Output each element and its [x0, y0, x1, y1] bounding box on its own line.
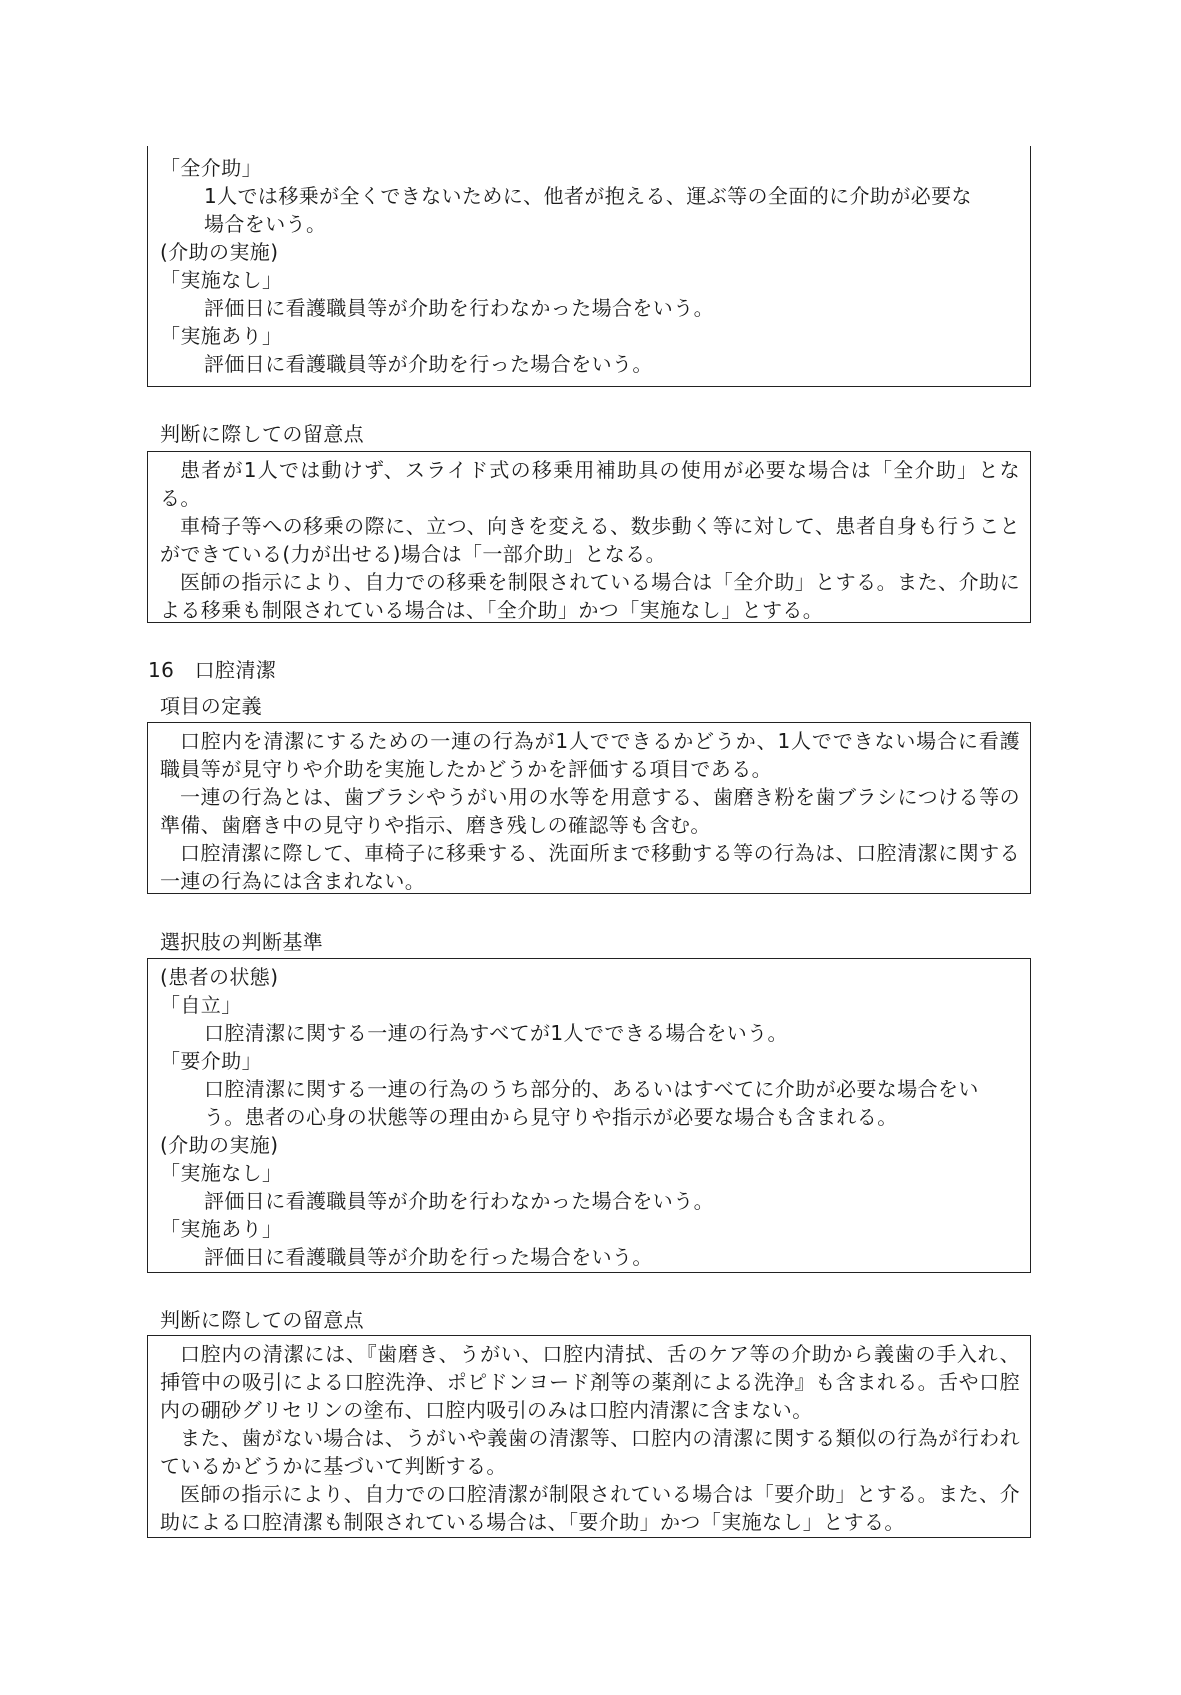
notes-paragraph: 口腔内の清潔には、『歯磨き、うがい、口腔内清拭、舌のケア等の介助から義歯の手入れ、挿管中の吸引による口腔洗浄、ポピドンヨード剤等の薬剤による洗浄』も含まれる。舌や口腔内の硼砂グリセリンの塗布、口腔内吸引のみは口腔内清潔に含まない。	[160, 1342, 1020, 1422]
criteria-line: 「全介助」	[160, 156, 262, 180]
notes-paragraph: 医師の指示により、自力での口腔清潔が制限されている場合は「要介助」とする。また、介助による口腔清潔も制限されている場合は、「要介助」かつ「実施なし」とする。	[160, 1482, 1020, 1534]
criteria-line: 口腔清潔に関する一連の行為のうち部分的、あるいはすべてに介助が必要な場合をい	[204, 1077, 979, 1101]
criteria-line: う。患者の心身の状態等の理由から見守りや指示が必要な場合も含まれる。	[204, 1105, 898, 1129]
notes-paragraph: 患者が1人では動けず、スライド式の移乗用補助具の使用が必要な場合は「全介助」となる。	[160, 458, 1020, 510]
criteria-line: 「実施なし」	[160, 268, 283, 292]
criteria-line: (介助の実施)	[160, 1133, 279, 1157]
criteria-box	[147, 958, 1031, 1273]
notes-paragraph: また、歯がない場合は、うがいや義歯の清潔等、口腔内の清潔に関する類似の行為が行われているかどうかに基づいて判断する。	[160, 1426, 1020, 1478]
notes-heading: 判断に際しての留意点	[160, 1308, 364, 1332]
criteria-line: (患者の状態)	[160, 965, 279, 989]
notes-heading: 判断に際しての留意点	[160, 422, 364, 446]
criteria-line: 場合をいう。	[204, 212, 327, 236]
definition-paragraph: 一連の行為とは、歯ブラシやうがい用の水等を用意する、歯磨き粉を歯ブラシにつける等の準備、歯磨き中の見守りや指示、磨き残しの確認等も含む。	[160, 785, 1020, 837]
definition-box	[147, 722, 1031, 894]
criteria-line: 評価日に看護職員等が介助を行った場合をいう。	[204, 1245, 653, 1269]
criteria-line: 1人では移乗が全くできないために、他者が抱える、運ぶ等の全面的に介助が必要な	[204, 184, 972, 208]
criteria-line: 口腔清潔に関する一連の行為すべてが1人でできる場合をいう。	[204, 1021, 788, 1045]
notes-box	[147, 451, 1031, 623]
definition-heading: 項目の定義	[160, 694, 262, 718]
criteria-line: 「要介助」	[160, 1049, 262, 1073]
notes-paragraph: 車椅子等への移乗の際に、立つ、向きを変える、数歩動く等に対して、患者自身も行うことができている(力が出せる)場合は「一部介助」となる。	[160, 514, 1020, 566]
criteria-line: 評価日に看護職員等が介助を行わなかった場合をいう。	[204, 296, 714, 320]
notes-paragraph: 医師の指示により、自力での移乗を制限されている場合は「全介助」とする。また、介助による移乗も制限されている場合は、「全介助」かつ「実施なし」とする。	[160, 570, 1020, 622]
definition-paragraph: 口腔清潔に際して、車椅子に移乗する、洗面所まで移動する等の行為は、口腔清潔に関する一連の行為には含まれない。	[160, 841, 1020, 893]
section-title: 16 口腔清潔	[148, 658, 277, 682]
criteria-line: 「実施あり」	[160, 1217, 283, 1241]
criteria-box-continued	[147, 146, 1031, 387]
criteria-line: 評価日に看護職員等が介助を行わなかった場合をいう。	[204, 1189, 714, 1213]
definition-paragraph: 口腔内を清潔にするための一連の行為が1人でできるかどうか、1人でできない場合に看護職員等が見守りや介助を実施したかどうかを評価する項目である。	[160, 729, 1020, 781]
criteria-heading: 選択肢の判断基準	[160, 930, 324, 954]
criteria-line: 「実施なし」	[160, 1161, 283, 1185]
notes-box	[147, 1335, 1031, 1538]
criteria-line: 「自立」	[160, 993, 242, 1017]
criteria-line: 評価日に看護職員等が介助を行った場合をいう。	[204, 352, 653, 376]
criteria-line: (介助の実施)	[160, 240, 279, 264]
criteria-line: 「実施あり」	[160, 324, 283, 348]
